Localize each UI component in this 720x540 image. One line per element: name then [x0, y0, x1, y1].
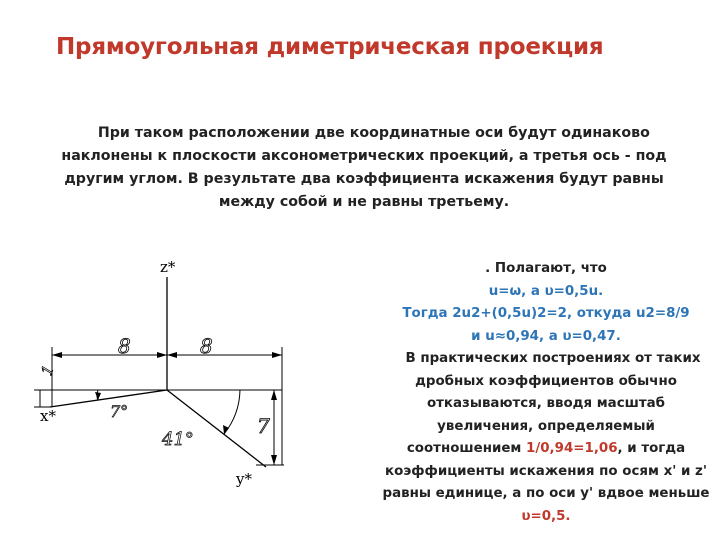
- right-line-2: u=ω, а υ=0,5u.: [488, 283, 604, 299]
- dimension-right-vertical-label: 7: [257, 414, 270, 438]
- intro-paragraph: [40, 122, 688, 214]
- dimension-small-left-label: 1: [37, 362, 58, 378]
- angle-small-label: 7°: [110, 402, 129, 421]
- z-axis-label: z*: [160, 258, 176, 276]
- right-paragraph-a: В практических построениях от таких дробных коэффициентов обычно отказываются, вводя масштаб увеличения, определяемый соотношением: [405, 351, 701, 456]
- x-axis: [50, 390, 167, 407]
- right-line-4: и u≈0,94, а υ=0,47.: [471, 328, 621, 344]
- arrow-arc-large: [223, 425, 229, 434]
- arrow-dim-left: [52, 352, 62, 358]
- dimension-right-label: 8: [200, 334, 213, 358]
- page-title: Прямоугольная диметрическая проекция: [56, 34, 604, 60]
- y-axis-label: y*: [236, 470, 252, 488]
- dimetric-axes-diagram: [30, 255, 370, 495]
- right-line-3: Тогда 2u2+(0,5u)2=2, откуда u2=8/9: [402, 306, 690, 321]
- right-paragraph-b: , и тогда коэффициенты искажения по осям x' и z' равны единице, а по оси y' вдвое меньше: [382, 441, 710, 501]
- arrow-right-top: [271, 390, 277, 400]
- right-explanation: [380, 258, 712, 528]
- dimension-left-label: 8: [118, 334, 131, 358]
- angle-large-label: 41°: [162, 429, 194, 450]
- arrow-dim-right: [272, 352, 282, 358]
- right-line-1: . Полагают, что: [485, 261, 607, 276]
- right-paragraph: [380, 348, 712, 528]
- intro-text: При таком расположении две координатные оси будут одинаково наклонены к плоскости аксонометрических проекций, а третья ось - под другим углом. В результате два коэффициента искажения будут равны между собой и не равны третьему.: [61, 125, 667, 210]
- arrow-right-bottom: [271, 455, 277, 465]
- arrow-arc-small: [95, 392, 101, 400]
- v-value: υ=0,5.: [521, 508, 571, 524]
- scale-ratio: 1/0,94=1,06: [526, 441, 618, 456]
- arrow-dim-mid-right: [167, 352, 177, 358]
- x-axis-label: x*: [40, 407, 56, 425]
- arrow-dim-mid-left: [157, 352, 167, 358]
